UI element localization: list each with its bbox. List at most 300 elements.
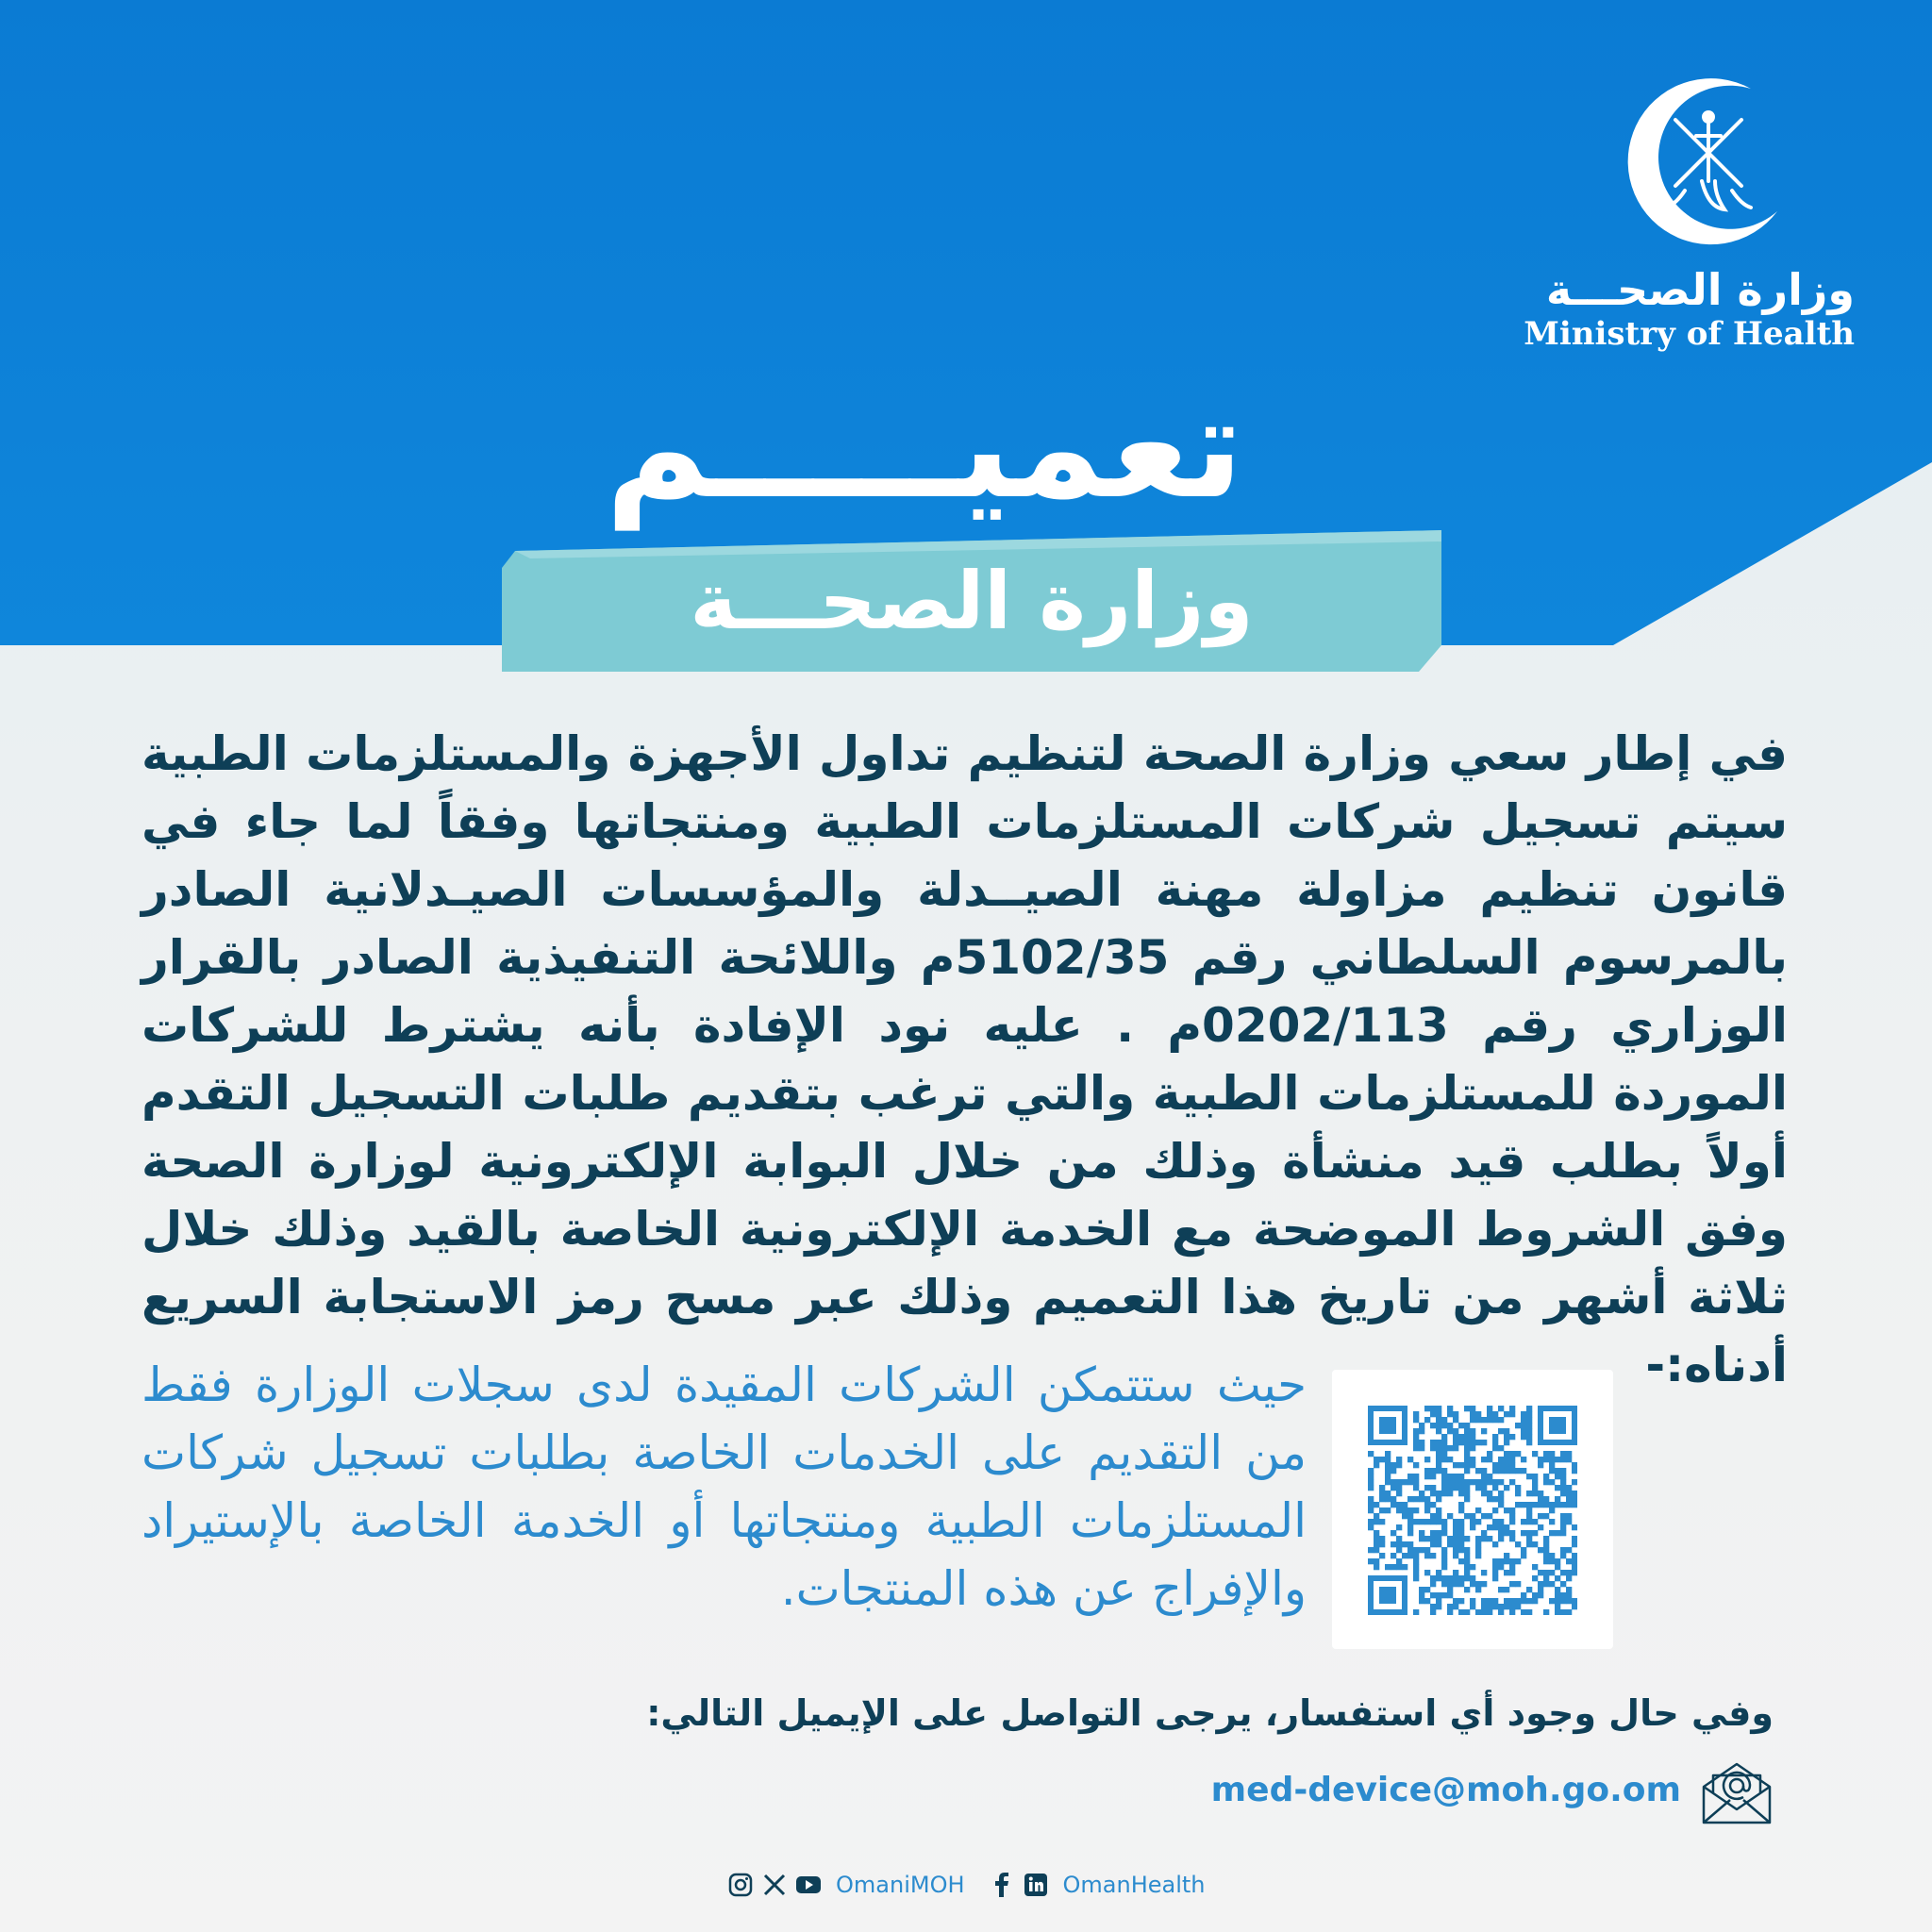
- qr-module: [1549, 1581, 1555, 1587]
- qr-module: [1458, 1575, 1464, 1581]
- qr-module: [1532, 1592, 1538, 1598]
- qr-module: [1492, 1570, 1498, 1575]
- qr-module: [1566, 1513, 1572, 1519]
- qr-module: [1447, 1581, 1453, 1587]
- qr-module: [1464, 1440, 1470, 1445]
- qr-module: [1391, 1485, 1396, 1491]
- qr-module: [1475, 1519, 1481, 1524]
- qr-module: [1509, 1570, 1515, 1575]
- qr-module: [1492, 1575, 1498, 1581]
- qr-module: [1498, 1462, 1504, 1468]
- qr-module: [1498, 1502, 1504, 1507]
- qr-module: [1441, 1491, 1447, 1496]
- qr-module: [1526, 1519, 1532, 1524]
- qr-module: [1470, 1417, 1475, 1423]
- qr-module: [1458, 1530, 1464, 1536]
- qr-module: [1543, 1570, 1549, 1575]
- qr-module: [1526, 1609, 1532, 1615]
- qr-module: [1402, 1553, 1407, 1558]
- qr-module: [1487, 1451, 1492, 1457]
- qr-module: [1566, 1609, 1572, 1615]
- qr-module: [1549, 1457, 1555, 1462]
- qr-module: [1521, 1553, 1526, 1558]
- qr-module: [1492, 1434, 1498, 1440]
- qr-module: [1549, 1462, 1555, 1468]
- qr-module: [1470, 1462, 1475, 1468]
- qr-module: [1572, 1598, 1577, 1604]
- qr-module: [1560, 1530, 1566, 1536]
- qr-module: [1521, 1428, 1526, 1434]
- qr-module: [1515, 1558, 1521, 1564]
- qr-module: [1572, 1604, 1577, 1609]
- qr-module: [1526, 1417, 1532, 1423]
- qr-module: [1407, 1530, 1413, 1536]
- qr-module: [1549, 1468, 1555, 1474]
- qr-module: [1419, 1496, 1424, 1502]
- qr-module: [1566, 1502, 1572, 1507]
- qr-module: [1492, 1485, 1498, 1491]
- page-title: تعميـــــم: [605, 366, 1244, 530]
- qr-module: [1430, 1474, 1436, 1479]
- qr-module: [1419, 1440, 1424, 1445]
- qr-module: [1509, 1479, 1515, 1485]
- qr-module: [1543, 1558, 1549, 1564]
- qr-module: [1464, 1570, 1470, 1575]
- qr-module: [1436, 1491, 1441, 1496]
- qr-module: [1413, 1558, 1419, 1564]
- qr-module: [1555, 1575, 1560, 1581]
- qr-module: [1368, 1519, 1374, 1524]
- qr-module: [1487, 1598, 1492, 1604]
- qr-module: [1413, 1445, 1419, 1451]
- qr-module: [1504, 1457, 1509, 1462]
- qr-module: [1515, 1423, 1521, 1428]
- qr-module: [1453, 1462, 1458, 1468]
- qr-module: [1498, 1479, 1504, 1485]
- qr-module: [1498, 1445, 1504, 1451]
- qr-module: [1492, 1519, 1498, 1524]
- qr-module: [1430, 1445, 1436, 1451]
- qr-module: [1458, 1558, 1464, 1564]
- qr-module: [1453, 1519, 1458, 1524]
- qr-module: [1538, 1462, 1543, 1468]
- emblem-icon: [1609, 68, 1798, 257]
- qr-module: [1504, 1411, 1509, 1417]
- x-twitter-icon[interactable]: [760, 1871, 789, 1899]
- qr-module: [1436, 1406, 1441, 1411]
- qr-module: [1572, 1564, 1577, 1570]
- youtube-icon[interactable]: [794, 1871, 823, 1899]
- qr-module: [1424, 1570, 1430, 1575]
- qr-module: [1436, 1457, 1441, 1462]
- qr-module: [1487, 1491, 1492, 1496]
- qr-module: [1532, 1530, 1538, 1536]
- qr-module: [1424, 1547, 1430, 1553]
- qr-module: [1430, 1502, 1436, 1507]
- qr-module: [1430, 1468, 1436, 1474]
- qr-module: [1402, 1507, 1407, 1513]
- qr-module: [1498, 1428, 1504, 1434]
- qr-module: [1504, 1604, 1509, 1609]
- qr-module: [1424, 1496, 1430, 1502]
- qr-module: [1521, 1411, 1526, 1417]
- qr-module: [1526, 1507, 1532, 1513]
- qr-module: [1521, 1547, 1526, 1553]
- qr-module: [1413, 1496, 1419, 1502]
- qr-module: [1566, 1496, 1572, 1502]
- qr-module: [1464, 1462, 1470, 1468]
- qr-module: [1453, 1474, 1458, 1479]
- qr-module: [1532, 1479, 1538, 1485]
- qr-module: [1487, 1411, 1492, 1417]
- qr-module: [1566, 1570, 1572, 1575]
- qr-module: [1441, 1423, 1447, 1428]
- qr-module: [1430, 1485, 1436, 1491]
- qr-module: [1396, 1547, 1402, 1553]
- qr-module: [1424, 1519, 1430, 1524]
- qr-module: [1481, 1609, 1487, 1615]
- qr-module: [1498, 1417, 1504, 1423]
- qr-module: [1430, 1513, 1436, 1519]
- qr-module: [1368, 1479, 1374, 1485]
- qr-module: [1464, 1513, 1470, 1519]
- qr-module: [1396, 1479, 1402, 1485]
- ministry-logo: [1515, 68, 1855, 360]
- qr-module: [1538, 1502, 1543, 1507]
- qr-module: [1441, 1445, 1447, 1451]
- qr-module: [1368, 1558, 1374, 1564]
- qr-module: [1464, 1479, 1470, 1485]
- qr-module: [1515, 1604, 1521, 1609]
- qr-module: [1521, 1598, 1526, 1604]
- qr-module: [1436, 1575, 1441, 1581]
- qr-module: [1498, 1491, 1504, 1496]
- qr-module: [1549, 1553, 1555, 1558]
- qr-module: [1379, 1457, 1385, 1462]
- qr-module: [1430, 1519, 1436, 1524]
- qr-module: [1532, 1598, 1538, 1604]
- qr-module: [1509, 1519, 1515, 1524]
- qr-module: [1560, 1491, 1566, 1496]
- qr-module: [1458, 1519, 1464, 1524]
- qr-module: [1424, 1536, 1430, 1541]
- qr-module: [1498, 1524, 1504, 1530]
- qr-module: [1379, 1485, 1385, 1491]
- qr-module: [1555, 1558, 1560, 1564]
- qr-module: [1521, 1592, 1526, 1598]
- qr-module: [1532, 1519, 1538, 1524]
- qr-module: [1470, 1513, 1475, 1519]
- qr-module: [1453, 1530, 1458, 1536]
- qr-module: [1504, 1428, 1509, 1434]
- qr-module: [1391, 1530, 1396, 1536]
- qr-module: [1549, 1479, 1555, 1485]
- qr-module: [1464, 1406, 1470, 1411]
- qr-module: [1447, 1485, 1453, 1491]
- qr-module: [1407, 1479, 1413, 1485]
- qr-module: [1555, 1609, 1560, 1615]
- qr-module: [1441, 1581, 1447, 1587]
- qr-module: [1368, 1468, 1374, 1474]
- qr-module: [1419, 1530, 1424, 1536]
- qr-module: [1566, 1485, 1572, 1491]
- qr-module: [1413, 1440, 1419, 1445]
- qr-module: [1436, 1541, 1441, 1547]
- qr-module: [1498, 1558, 1504, 1564]
- qr-module: [1419, 1587, 1424, 1592]
- qr-module: [1458, 1485, 1464, 1491]
- qr-module: [1374, 1462, 1379, 1468]
- qr-module: [1504, 1587, 1509, 1592]
- qr-module: [1504, 1434, 1509, 1440]
- qr-module: [1458, 1507, 1464, 1513]
- qr-code-icon[interactable]: [1368, 1406, 1577, 1615]
- qr-module: [1487, 1479, 1492, 1485]
- qr-module: [1436, 1411, 1441, 1417]
- qr-module: [1407, 1553, 1413, 1558]
- qr-module: [1453, 1536, 1458, 1541]
- qr-module: [1538, 1491, 1543, 1496]
- qr-module: [1515, 1468, 1521, 1474]
- qr-module: [1374, 1502, 1379, 1507]
- qr-module: [1413, 1564, 1419, 1570]
- qr-module: [1498, 1519, 1504, 1524]
- qr-module: [1379, 1507, 1385, 1513]
- qr-module: [1549, 1530, 1555, 1536]
- qr-module: [1447, 1457, 1453, 1462]
- qr-module: [1374, 1457, 1379, 1462]
- qr-module: [1509, 1468, 1515, 1474]
- qr-module: [1453, 1524, 1458, 1530]
- qr-module: [1498, 1496, 1504, 1502]
- qr-module: [1464, 1564, 1470, 1570]
- qr-module: [1492, 1541, 1498, 1547]
- qr-module: [1487, 1496, 1492, 1502]
- qr-module: [1413, 1547, 1419, 1553]
- qr-module: [1391, 1553, 1396, 1558]
- qr-module: [1492, 1468, 1498, 1474]
- qr-module: [1549, 1598, 1555, 1604]
- qr-module: [1385, 1468, 1391, 1474]
- qr-module: [1396, 1536, 1402, 1541]
- qr-module: [1475, 1411, 1481, 1417]
- qr-module: [1368, 1524, 1374, 1530]
- qr-module: [1481, 1604, 1487, 1609]
- facebook-icon[interactable]: [988, 1871, 1016, 1899]
- qr-module: [1407, 1457, 1413, 1462]
- qr-module: [1447, 1479, 1453, 1485]
- qr-module: [1509, 1609, 1515, 1615]
- qr-module: [1430, 1609, 1436, 1615]
- qr-code-card[interactable]: [1332, 1370, 1613, 1649]
- qr-module: [1498, 1406, 1504, 1411]
- qr-module: [1436, 1604, 1441, 1609]
- qr-module: [1413, 1411, 1419, 1417]
- qr-module: [1481, 1474, 1487, 1479]
- qr-module: [1560, 1513, 1566, 1519]
- social-handle-omanimoh[interactable]: OmaniMOH: [836, 1872, 965, 1898]
- qr-module: [1572, 1462, 1577, 1468]
- qr-module: [1441, 1479, 1447, 1485]
- qr-module: [1453, 1598, 1458, 1604]
- qr-module: [1385, 1457, 1391, 1462]
- qr-module: [1402, 1479, 1407, 1485]
- qr-module: [1526, 1536, 1532, 1541]
- qr-module: [1509, 1462, 1515, 1468]
- qr-module: [1430, 1553, 1436, 1558]
- instagram-icon[interactable]: [726, 1871, 755, 1899]
- qr-module: [1396, 1558, 1402, 1564]
- qr-module: [1487, 1513, 1492, 1519]
- qr-module: [1447, 1604, 1453, 1609]
- qr-module: [1453, 1445, 1458, 1451]
- qr-module: [1436, 1428, 1441, 1434]
- qr-module: [1566, 1491, 1572, 1496]
- qr-module: [1504, 1462, 1509, 1468]
- qr-module: [1470, 1440, 1475, 1445]
- qr-module: [1492, 1411, 1498, 1417]
- qr-module: [1424, 1553, 1430, 1558]
- qr-module: [1504, 1598, 1509, 1604]
- qr-module: [1402, 1502, 1407, 1507]
- qr-module: [1374, 1547, 1379, 1553]
- qr-module: [1368, 1547, 1374, 1553]
- qr-module: [1436, 1445, 1441, 1451]
- qr-module: [1464, 1609, 1470, 1615]
- qr-module: [1526, 1587, 1532, 1592]
- qr-module: [1543, 1479, 1549, 1485]
- qr-module: [1560, 1519, 1566, 1524]
- qr-module: [1521, 1502, 1526, 1507]
- qr-module: [1436, 1570, 1441, 1575]
- qr-module: [1407, 1547, 1413, 1553]
- qr-module: [1470, 1457, 1475, 1462]
- qr-module: [1532, 1474, 1538, 1479]
- qr-module: [1572, 1541, 1577, 1547]
- qr-module: [1453, 1570, 1458, 1575]
- qr-module: [1391, 1468, 1396, 1474]
- linkedin-icon[interactable]: [1022, 1871, 1050, 1899]
- qr-module: [1526, 1423, 1532, 1428]
- qr-module: [1447, 1587, 1453, 1592]
- qr-module: [1419, 1592, 1424, 1598]
- qr-module: [1492, 1445, 1498, 1451]
- qr-module: [1532, 1502, 1538, 1507]
- qr-module: [1509, 1507, 1515, 1513]
- qr-module: [1560, 1451, 1566, 1457]
- qr-module: [1521, 1609, 1526, 1615]
- qr-module: [1504, 1507, 1509, 1513]
- qr-module: [1464, 1575, 1470, 1581]
- qr-module: [1385, 1462, 1391, 1468]
- qr-module: [1572, 1570, 1577, 1575]
- qr-module: [1379, 1491, 1385, 1496]
- qr-module: [1424, 1468, 1430, 1474]
- qr-module: [1396, 1564, 1402, 1570]
- qr-module: [1413, 1474, 1419, 1479]
- qr-module: [1441, 1485, 1447, 1491]
- qr-module: [1441, 1530, 1447, 1536]
- qr-module: [1475, 1587, 1481, 1592]
- qr-module: [1458, 1423, 1464, 1428]
- qr-module: [1453, 1434, 1458, 1440]
- social-handle-omanhealth[interactable]: OmanHealth: [1062, 1872, 1206, 1898]
- qr-module: [1555, 1530, 1560, 1536]
- qr-module: [1464, 1547, 1470, 1553]
- qr-module: [1458, 1474, 1464, 1479]
- email-row[interactable]: [849, 1755, 1774, 1830]
- qr-module: [1436, 1417, 1441, 1423]
- qr-module: [1481, 1530, 1487, 1536]
- qr-module: [1543, 1536, 1549, 1541]
- qr-module: [1407, 1496, 1413, 1502]
- qr-module: [1424, 1485, 1430, 1491]
- qr-module: [1368, 1474, 1374, 1479]
- qr-module: [1487, 1604, 1492, 1609]
- qr-module: [1532, 1575, 1538, 1581]
- qr-module: [1526, 1434, 1532, 1440]
- qr-module: [1453, 1479, 1458, 1485]
- qr-module: [1526, 1530, 1532, 1536]
- qr-module: [1509, 1558, 1515, 1564]
- qr-module: [1379, 1536, 1385, 1541]
- qr-module: [1572, 1491, 1577, 1496]
- qr-module: [1549, 1451, 1555, 1457]
- qr-module: [1475, 1609, 1481, 1615]
- qr-module: [1572, 1502, 1577, 1507]
- qr-module: [1441, 1558, 1447, 1564]
- qr-module: [1532, 1541, 1538, 1547]
- qr-module: [1515, 1485, 1521, 1491]
- qr-module: [1555, 1457, 1560, 1462]
- qr-module: [1515, 1491, 1521, 1496]
- qr-module: [1526, 1541, 1532, 1547]
- qr-module: [1560, 1457, 1566, 1462]
- qr-module: [1560, 1609, 1566, 1615]
- qr-module: [1407, 1519, 1413, 1524]
- qr-module: [1470, 1479, 1475, 1485]
- qr-module: [1509, 1411, 1515, 1417]
- qr-module: [1441, 1519, 1447, 1524]
- qr-module: [1419, 1445, 1424, 1451]
- qr-module: [1464, 1536, 1470, 1541]
- qr-module: [1374, 1541, 1379, 1547]
- qr-module: [1475, 1581, 1481, 1587]
- qr-module: [1379, 1496, 1385, 1502]
- qr-module: [1464, 1451, 1470, 1457]
- qr-module: [1396, 1491, 1402, 1496]
- qr-module: [1368, 1507, 1374, 1513]
- qr-module: [1447, 1536, 1453, 1541]
- qr-module: [1396, 1485, 1402, 1491]
- qr-module: [1526, 1411, 1532, 1417]
- qr-module: [1521, 1530, 1526, 1536]
- qr-module: [1475, 1541, 1481, 1547]
- qr-module: [1526, 1513, 1532, 1519]
- qr-module: [1379, 1541, 1385, 1547]
- qr-module: [1458, 1524, 1464, 1530]
- qr-module: [1538, 1496, 1543, 1502]
- qr-module: [1532, 1564, 1538, 1570]
- qr-module: [1374, 1530, 1379, 1536]
- qr-module: [1430, 1411, 1436, 1417]
- qr-finder-inner: [1549, 1417, 1566, 1434]
- email-link[interactable]: med-device@moh.go.om: [1210, 1771, 1681, 1809]
- qr-module: [1424, 1474, 1430, 1479]
- qr-module: [1543, 1575, 1549, 1581]
- qr-module: [1492, 1604, 1498, 1609]
- qr-module: [1498, 1609, 1504, 1615]
